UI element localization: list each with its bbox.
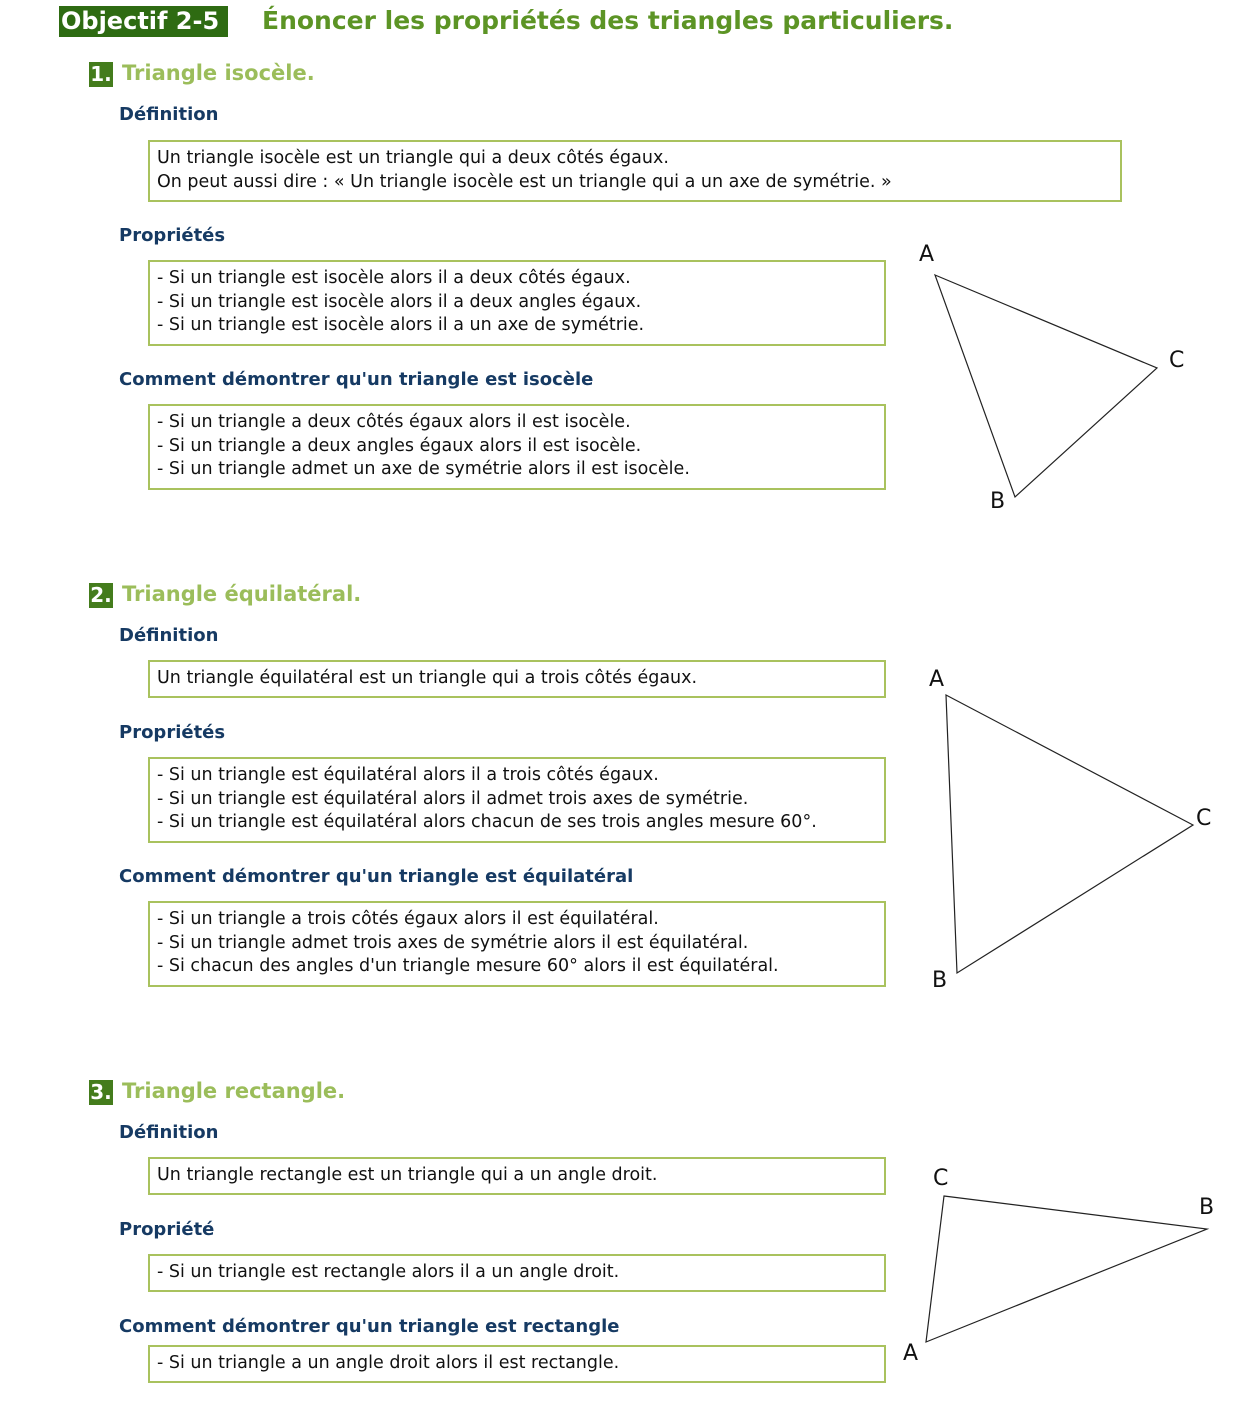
proof-line: - Si un triangle a un angle droit alors il est rectangle. xyxy=(157,1353,620,1373)
definition-heading-equilateral: Définition xyxy=(119,625,219,646)
definition-line: Un triangle isocèle est un triangle qui a deux côtés égaux. xyxy=(157,148,669,168)
proof-heading-equilateral: Comment démontrer qu'un triangle est équilatéral xyxy=(119,866,634,887)
equilateral-triangle-figure xyxy=(929,667,1211,993)
definition-heading-rectangle: Définition xyxy=(119,1122,219,1143)
properties-heading-rectangle: Propriété xyxy=(119,1219,215,1240)
vertex-label-B: B xyxy=(990,489,1006,514)
property-line: - Si un triangle est équilatéral alors il a trois côtés égaux. xyxy=(157,765,659,785)
proof-line: - Si un triangle admet trois axes de symétrie alors il est équilatéral. xyxy=(157,932,749,953)
equilateral-triangle xyxy=(946,695,1193,973)
proof-heading-isocele: Comment démontrer qu'un triangle est isocèle xyxy=(119,369,594,390)
definition-heading-isocele: Définition xyxy=(119,104,219,125)
isocele-triangle xyxy=(935,275,1157,497)
proof-line: - Si un triangle a deux côtés égaux alors il est isocèle. xyxy=(157,412,631,432)
properties-heading-isocele: Propriétés xyxy=(119,225,226,246)
vertex-label-B: B xyxy=(1199,1195,1215,1220)
proof-line: - Si un triangle a deux angles égaux alors il est isocèle. xyxy=(157,435,642,456)
right-triangle-figure xyxy=(903,1166,1214,1366)
vertex-label-A: A xyxy=(929,667,945,692)
definition-line: Un triangle rectangle est un triangle qui a un angle droit. xyxy=(157,1165,658,1185)
proof-line: - Si un triangle admet un axe de symétrie alors il est isocèle. xyxy=(157,459,690,479)
vertex-label-A: A xyxy=(903,1341,919,1366)
right-triangle xyxy=(926,1196,1207,1342)
objective-badge: Objectif 2-5 xyxy=(59,6,228,37)
section-number-3: 3. xyxy=(90,1080,112,1104)
definition-line: On peut aussi dire : « Un triangle isocèle est un triangle qui a un axe de symétrie. » xyxy=(157,171,892,192)
vertex-label-C: C xyxy=(1196,806,1212,831)
definition-line: Un triangle équilatéral est un triangle qui a trois côtés égaux. xyxy=(157,668,698,688)
property-line: - Si un triangle est équilatéral alors il admet trois axes de symétrie. xyxy=(157,788,749,809)
page-title: Énoncer les propriétés des triangles particuliers. xyxy=(262,6,954,35)
vertex-label-C: C xyxy=(1169,348,1185,373)
section-title-rectangle: Triangle rectangle. xyxy=(122,1079,346,1103)
isocele-triangle-figure xyxy=(919,242,1184,514)
section-title-isocele: Triangle isocèle. xyxy=(122,61,315,85)
proof-line: - Si chacun des angles d'un triangle mesure 60° alors il est équilatéral. xyxy=(157,956,779,976)
section-number-2: 2. xyxy=(90,583,112,607)
section-number-1: 1. xyxy=(90,62,112,86)
proof-heading-rectangle: Comment démontrer qu'un triangle est rectangle xyxy=(119,1316,620,1337)
property-line: - Si un triangle est isocèle alors il a deux angles égaux. xyxy=(157,291,642,312)
proof-line: - Si un triangle a trois côtés égaux alors il est équilatéral. xyxy=(157,909,659,929)
property-line: - Si un triangle est équilatéral alors chacun de ses trois angles mesure 60°. xyxy=(157,812,817,832)
section-title-equilateral: Triangle équilatéral. xyxy=(122,582,362,606)
property-line: - Si un triangle est isocèle alors il a un axe de symétrie. xyxy=(157,315,645,335)
properties-heading-equilateral: Propriétés xyxy=(119,722,226,743)
property-line: - Si un triangle est isocèle alors il a deux côtés égaux. xyxy=(157,268,631,288)
vertex-label-A: A xyxy=(919,242,935,267)
property-line: - Si un triangle est rectangle alors il a un angle droit. xyxy=(157,1262,620,1282)
vertex-label-B: B xyxy=(932,968,948,993)
vertex-label-C: C xyxy=(933,1166,949,1191)
